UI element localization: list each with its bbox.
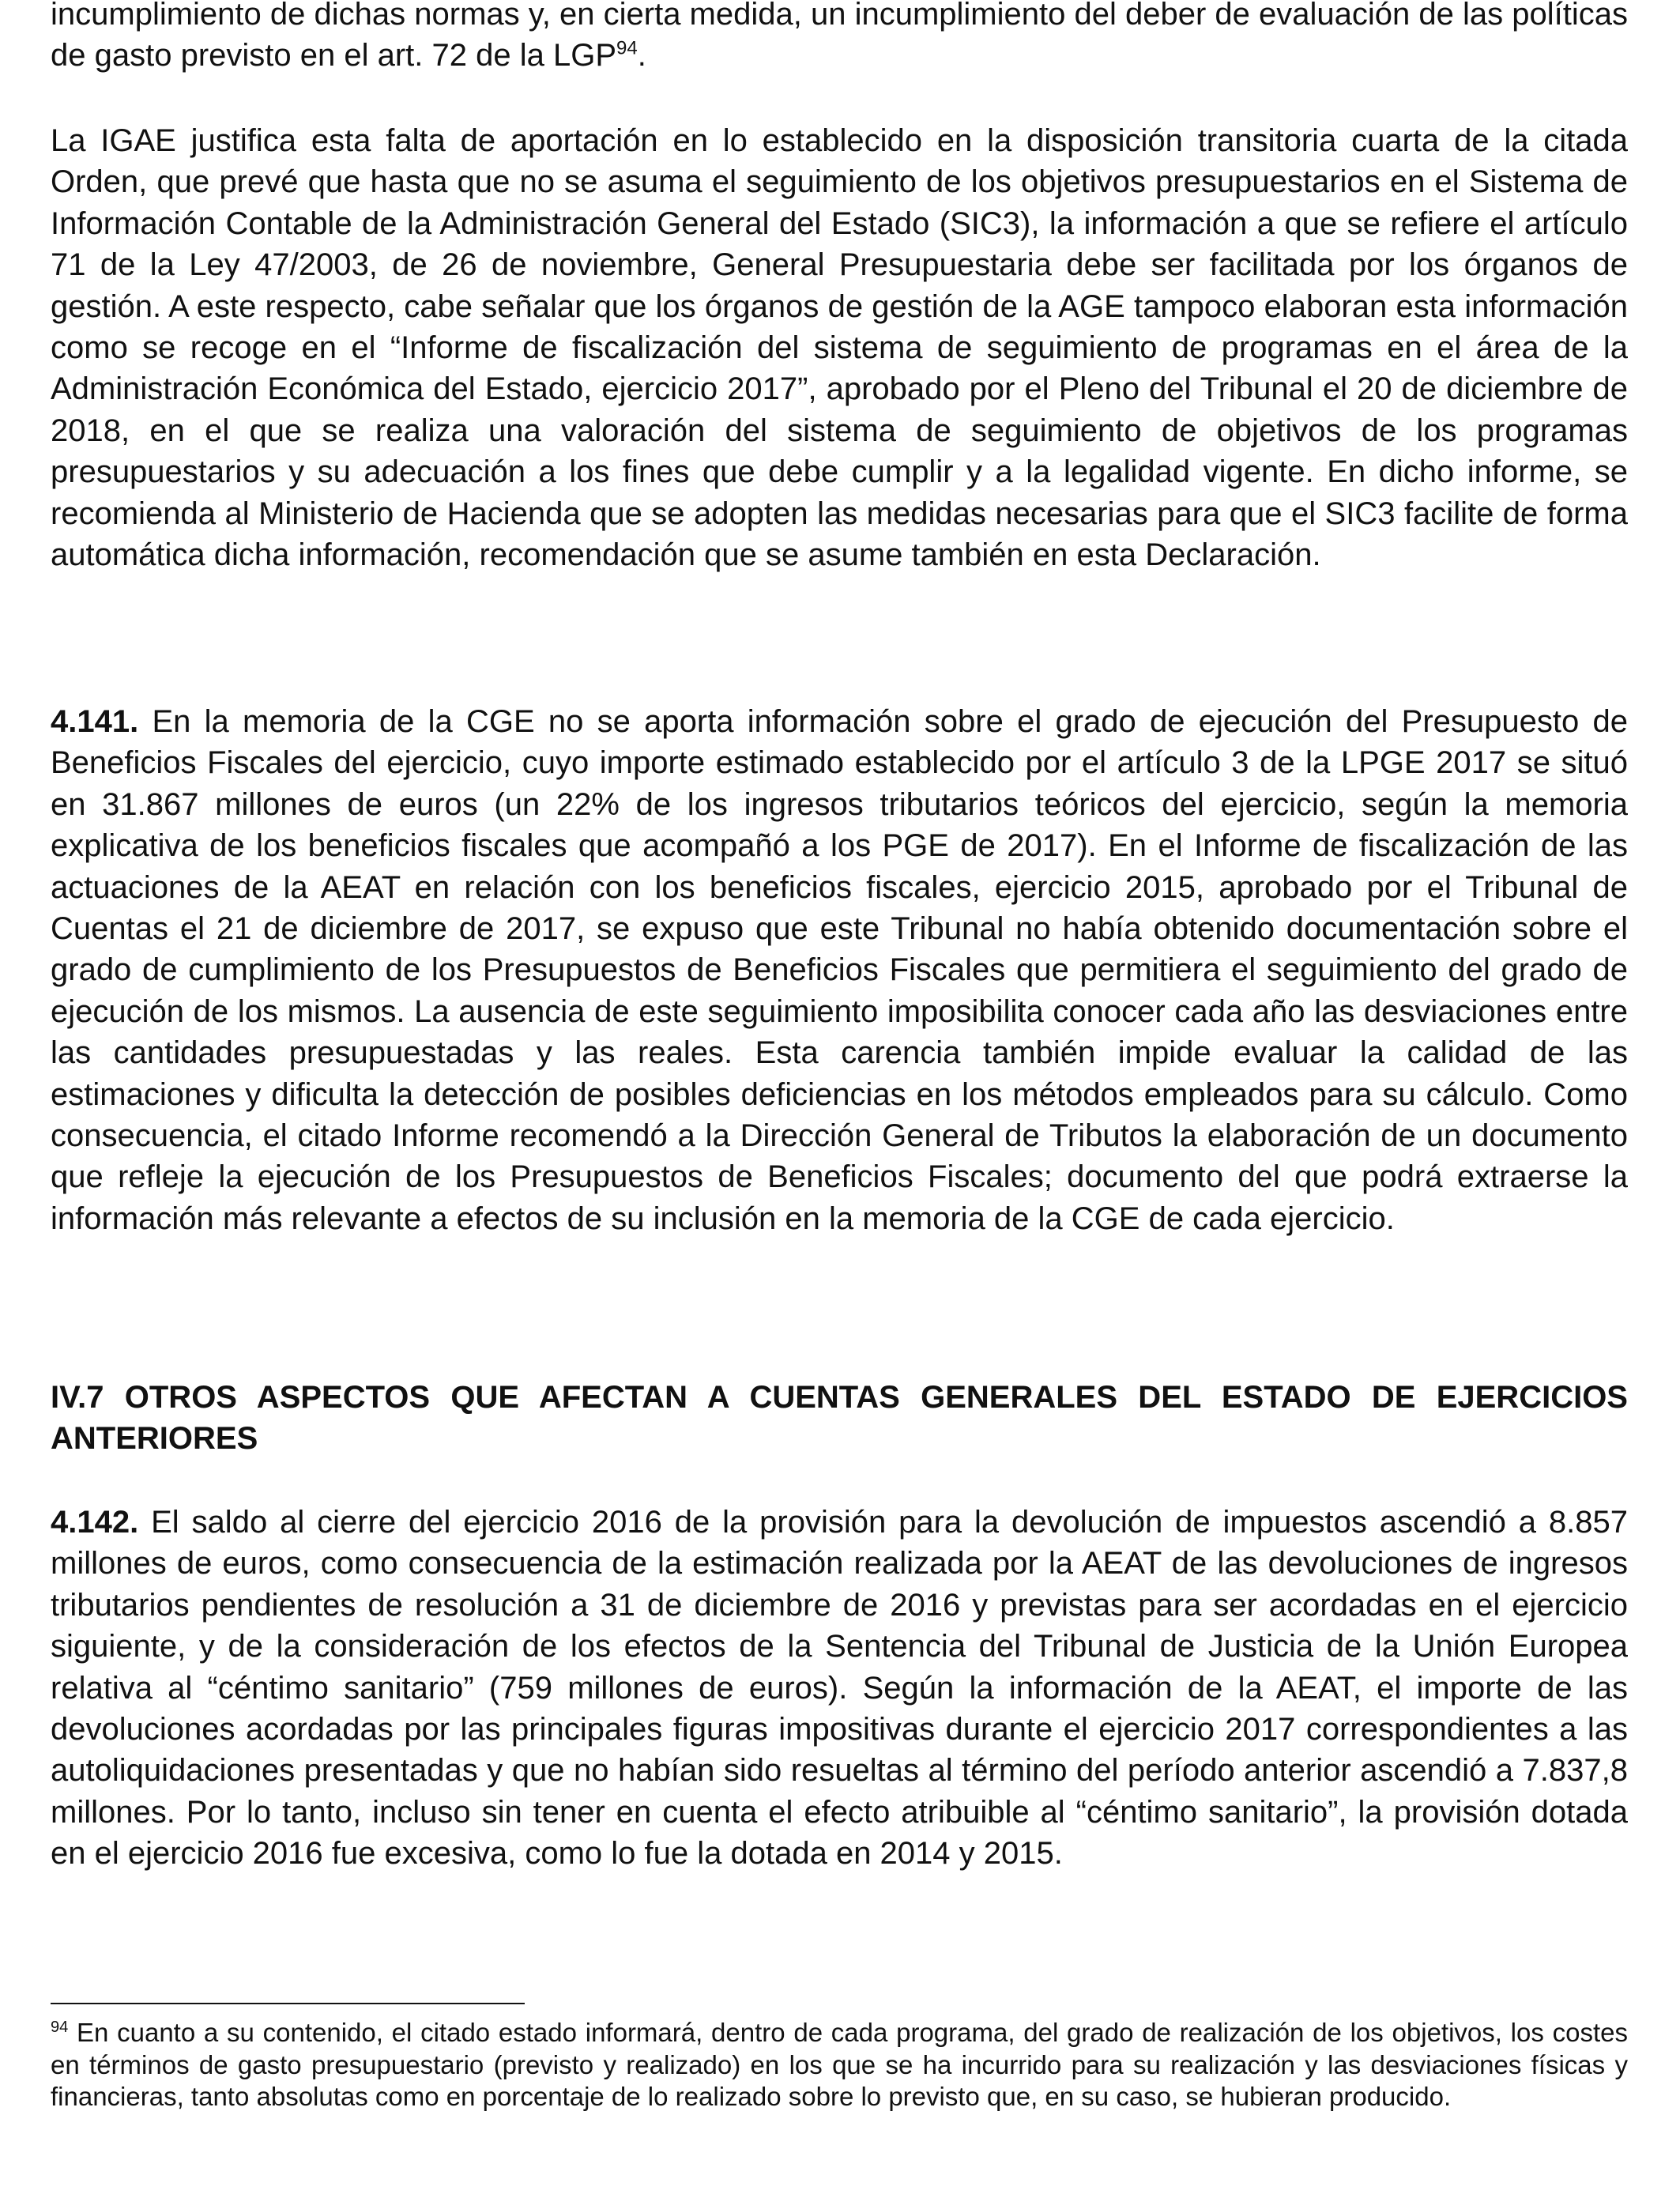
- paragraph-4-142: [51, 1502, 1628, 1875]
- footnote: [51, 2017, 1628, 2113]
- footnote-text: En cuanto a su contenido, el citado estado informará, dentro de cada programa, del grado de realización de los objetivos, los costes en términos de gasto presupuestario (previsto y realizado) en los que se ha incurrido para su realización y las desviaciones físicas y financieras, tanto absolutas como en porcentaje de lo realizado sobre lo previsto que, en su caso, se hubieran producido.: [51, 2018, 1628, 2111]
- paragraph-text: incumplimiento de dichas normas y, en cierta medida, un incumplimiento del deber de evaluación de las políticas de gasto previsto en el art. 72 de la LGP: [51, 0, 1628, 74]
- paragraph-text: El saldo al cierre del ejercicio 2016 de la provisión para la devolución de impuestos ascendió a 8.857 millones de euros, como consecuencia de la estimación realizada por la AEAT de las devoluciones de ingresos tributarios pendientes de resolución a 31 de diciembre de 2016 y previstas para ser acordadas en el ejercicio siguiente, y de la consideración de los efectos de la Sentencia del Tribunal de Justicia de la Unión Europea relativa al “céntimo sanitario” (759 millones de euros). Según la información de la AEAT, el importe de las devoluciones acordadas por las principales figuras impositivas durante el ejercicio 2017 correspondientes a las autoliquidaciones presentadas y que no habían sido resueltas al término del período anterior ascendió a 7.837,8 millones. Por lo tanto, incluso sin tener en cuenta el efecto atribuible al “céntimo sanitario”, la provisión dotada en el ejercicio 2016 fue excesiva, como lo fue la dotada en 2014 y 2015.: [51, 1505, 1628, 1872]
- paragraph-igae: La IGAE justifica esta falta de aportación en lo establecido en la disposición transitoria cuarta de la citada Orden, que prevé que hasta que no se asuma el seguimiento de los objetivos presupuestarios en el Sistema de Información Contable de la Administración General del Estado (SIC3), la información a que se refiere el artículo 71 de la Ley 47/2003, de 26 de noviembre, General Presupuestaria debe ser facilitada por los órganos de gestión. A este respecto, cabe señalar que los órganos de gestión de la AGE tampoco elaboran esta información como se recoge en el “Informe de fiscalización del sistema de seguimiento de programas en el área de la Administración Económica del Estado, ejercicio 2017”, aprobado por el Pleno del Tribunal el 20 de diciembre de 2018, en el que se realiza una valoración del sistema de seguimiento de objetivos de los programas presupuestarios y su adecuación a los fines que debe cumplir y a la legalidad vigente. En dicho informe, se recomienda al Ministerio de Hacienda que se adopten las medidas necesarias para que el SIC3 facilite de forma automática dicha información, recomendación que se asume también en esta Declaración.: [51, 123, 1628, 573]
- paragraph-end-punctuation: .: [637, 38, 646, 74]
- footnote-divider: [51, 2003, 525, 2004]
- paragraph-continuation: [51, 0, 1628, 77]
- footnote-number: 94: [51, 2019, 69, 2036]
- paragraph-number: 4.142.: [51, 1505, 139, 1540]
- paragraph-number: 4.141.: [51, 704, 139, 739]
- paragraph-text: En la memoria de la CGE no se aporta información sobre el grado de ejecución del Presupuesto de Beneficios Fiscales del ejercicio, cuyo importe estimado establecido por el artículo 3 de la LPGE 2017 se situó en 31.867 millones de euros (un 22% de los ingresos tributarios teóricos del ejercicio, según la memoria explicativa de los beneficios fiscales que acompañó a los PGE de 2017). En el Informe de fiscalización de las actuaciones de la AEAT en relación con los beneficios fiscales, ejercicio 2015, aprobado por el Tribunal de Cuentas el 21 de diciembre de 2017, se expuso que este Tribunal no había obtenido documentación sobre el grado de cumplimiento de los Presupuestos de Beneficios Fiscales que permitiera el seguimiento del grado de ejecución de los mismos. La ausencia de este seguimiento imposibilita conocer cada año las desviaciones entre las cantidades presupuestadas y las reales. Esta carencia también impide evaluar la calidad de las estimaciones y dificulta la detección de posibles deficiencias en los métodos empleados para su cálculo. Como consecuencia, el citado Informe recomendó a la Dirección General de Tributos la elaboración de un documento que refleje la ejecución de los Presupuestos de Beneficios Fiscales; documento del que podrá extraerse la información más relevante a efectos de su inclusión en la memoria de la CGE de cada ejercicio.: [51, 704, 1628, 1236]
- paragraph-4-141: [51, 701, 1628, 1239]
- section-heading: IV.7 OTROS ASPECTOS QUE AFECTAN A CUENTAS GENERALES DEL ESTADO DE EJERCICIOS ANTERIORES: [51, 1380, 1628, 1457]
- footnote-reference[interactable]: 94: [616, 38, 638, 60]
